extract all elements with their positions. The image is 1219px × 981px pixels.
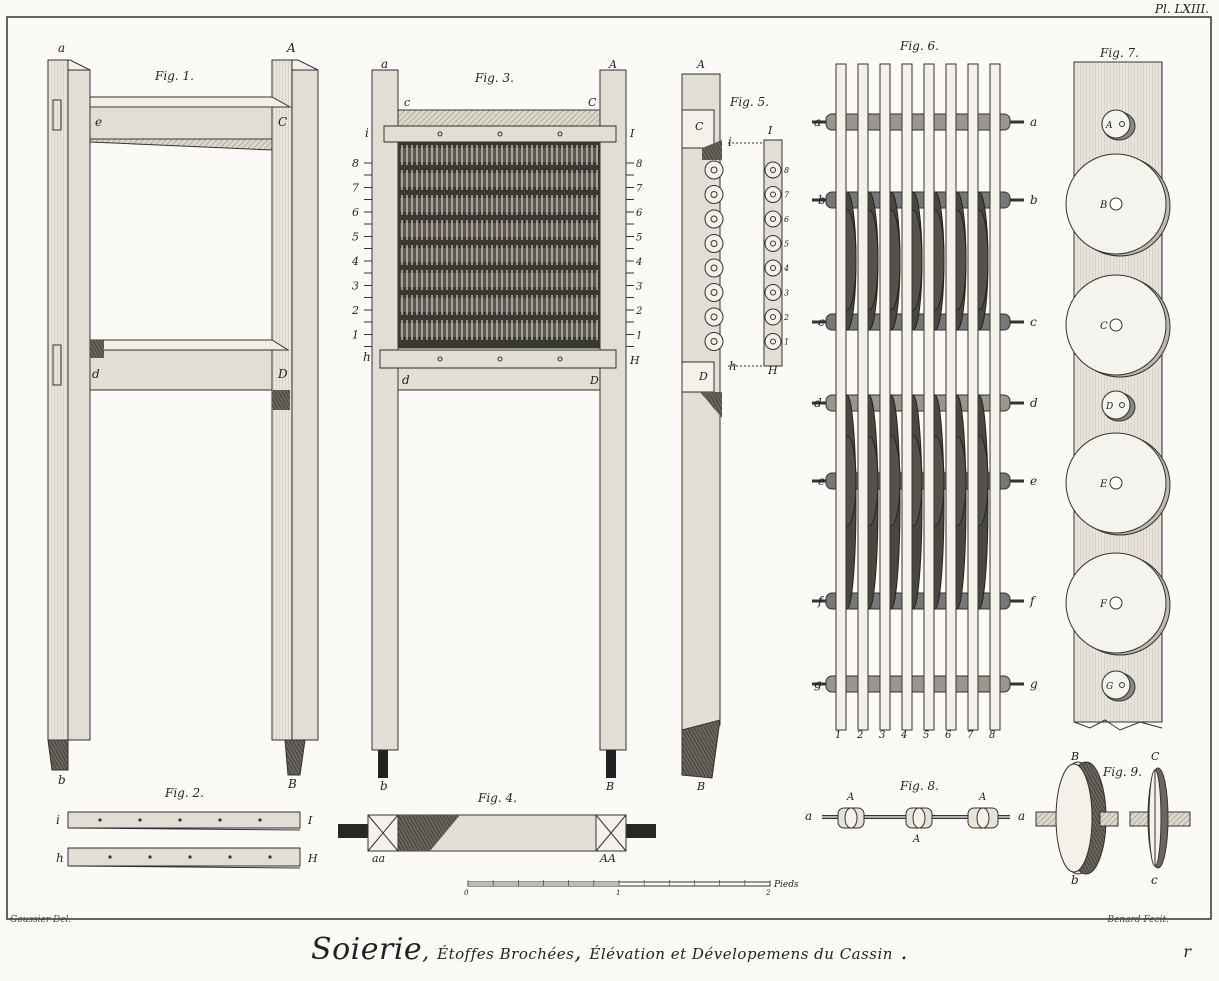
row-number: 7 bbox=[352, 181, 359, 195]
axle-label: f bbox=[818, 594, 823, 608]
column-number: 1 bbox=[835, 730, 842, 741]
row-number: 6 bbox=[636, 208, 643, 219]
row-number: 4 bbox=[636, 257, 643, 268]
bar-hole bbox=[228, 855, 231, 858]
fig3-label: A bbox=[609, 58, 617, 71]
plate-number: Pl. LXIII. bbox=[1154, 2, 1209, 16]
row-number: 2 bbox=[352, 304, 359, 317]
bar-hole bbox=[148, 855, 151, 858]
axle-label: b bbox=[1030, 193, 1038, 207]
column-number: 8 bbox=[989, 730, 996, 741]
fig2-bars bbox=[68, 812, 300, 868]
axle-label: f bbox=[1030, 594, 1035, 608]
row-number: 7 bbox=[636, 183, 643, 195]
cord-row bbox=[400, 223, 598, 237]
roller bbox=[705, 161, 723, 179]
fig8-label: a bbox=[1018, 809, 1026, 823]
cord-row bbox=[400, 248, 598, 262]
scale-unit-label: Pieds bbox=[774, 880, 799, 890]
roller bbox=[765, 334, 781, 350]
pulley-label: G bbox=[1106, 682, 1114, 692]
roller bbox=[765, 162, 781, 178]
roller bbox=[705, 308, 723, 326]
slat bbox=[858, 64, 868, 730]
roller bbox=[705, 333, 723, 351]
cord-row bbox=[400, 273, 598, 287]
credit-draftsman: Goussier Del. bbox=[10, 915, 72, 925]
fig1-label: D bbox=[278, 367, 288, 381]
fig5-label: h bbox=[729, 359, 737, 373]
fig8-label: A bbox=[979, 792, 987, 803]
slat bbox=[968, 64, 978, 730]
cord-row bbox=[400, 298, 598, 312]
cord-row bbox=[400, 148, 598, 162]
bar-hole bbox=[98, 818, 101, 821]
fig3-label: I bbox=[630, 127, 635, 140]
roller bbox=[765, 211, 781, 227]
fig6-caption: Fig. 6. bbox=[900, 39, 939, 53]
roller bbox=[765, 260, 781, 276]
fig4-label: aa bbox=[372, 852, 386, 865]
fig1-label: B bbox=[288, 777, 297, 791]
scale-tick-label: 2 bbox=[766, 889, 771, 897]
cord-row bbox=[400, 198, 598, 212]
bar-hole bbox=[258, 818, 261, 821]
bar-hole bbox=[108, 855, 111, 858]
fig5-label: i bbox=[728, 135, 732, 149]
roller bbox=[705, 259, 723, 277]
fig3-label: a bbox=[381, 57, 389, 71]
fig1-label: A bbox=[287, 41, 296, 55]
fig1-label: a bbox=[58, 41, 66, 55]
fig5-label: C bbox=[695, 120, 704, 133]
fig5-label: H bbox=[768, 364, 778, 377]
fig4-roller bbox=[338, 815, 656, 851]
axle-label: e bbox=[818, 474, 826, 488]
pulley-label: F bbox=[1100, 599, 1107, 610]
fig2-label: I bbox=[308, 814, 313, 827]
row-number: 6 bbox=[352, 206, 359, 219]
row-number: 2 bbox=[636, 306, 643, 317]
axle bbox=[826, 114, 1010, 130]
credit-engraver: Benard Fecit. bbox=[1107, 915, 1169, 925]
axle-label: d bbox=[814, 396, 822, 410]
row-number: 1 bbox=[352, 328, 359, 342]
fig9-caption: Fig. 9. bbox=[1103, 765, 1142, 779]
axle-label: b bbox=[818, 193, 826, 207]
fig8-label: A bbox=[847, 792, 855, 803]
row-number: 3 bbox=[636, 281, 643, 293]
row-number: 6 bbox=[784, 215, 790, 224]
slat bbox=[946, 64, 956, 730]
fig7-caption: Fig. 7. bbox=[1100, 46, 1139, 60]
fig9-label: b bbox=[1071, 873, 1079, 887]
fig3-label: d bbox=[402, 373, 410, 387]
slat bbox=[924, 64, 934, 730]
fig1-label: e bbox=[95, 115, 103, 129]
page-mark: r bbox=[1183, 942, 1191, 961]
slat bbox=[836, 64, 846, 730]
column-number: 3 bbox=[879, 730, 886, 741]
column-number: 7 bbox=[967, 730, 974, 741]
roller bbox=[705, 284, 723, 302]
pulley-label: E bbox=[1100, 479, 1108, 490]
cord-row bbox=[400, 173, 598, 187]
fig3-label: i bbox=[365, 126, 369, 140]
fig3-label: C bbox=[588, 96, 597, 109]
row-number: 5 bbox=[636, 232, 643, 244]
axle-label: g bbox=[814, 677, 822, 691]
bar-hole bbox=[188, 855, 191, 858]
fig2-label: i bbox=[56, 813, 60, 827]
roller bbox=[765, 309, 781, 325]
column-number: 6 bbox=[945, 730, 952, 741]
fig9-label: c bbox=[1151, 873, 1158, 887]
roller bbox=[765, 285, 781, 301]
column-number: 4 bbox=[901, 730, 908, 741]
bar-hole bbox=[178, 818, 181, 821]
fig5-label: I bbox=[768, 124, 773, 137]
fig5-side-view bbox=[682, 74, 782, 778]
bar-hole bbox=[218, 818, 221, 821]
row-number: 8 bbox=[352, 157, 359, 170]
pulley-label: C bbox=[1100, 321, 1108, 332]
fig1-caption: Fig. 1. bbox=[155, 69, 194, 83]
cord-row bbox=[400, 323, 598, 337]
fig5-label: D bbox=[699, 370, 708, 383]
row-number: 2 bbox=[784, 313, 790, 322]
axle-label: g bbox=[1030, 677, 1038, 691]
roller bbox=[765, 187, 781, 203]
fig2-label: h bbox=[56, 851, 64, 865]
pulley-label: D bbox=[1106, 402, 1114, 412]
row-number: 5 bbox=[784, 239, 790, 249]
fig1-label: C bbox=[278, 115, 288, 129]
pulley-hub bbox=[1110, 477, 1122, 489]
pulley-label: B bbox=[1100, 200, 1108, 211]
slat bbox=[880, 64, 890, 730]
row-number: 3 bbox=[784, 288, 790, 298]
column-number: 5 bbox=[923, 730, 930, 741]
plate-title: Soierie, Étoffes Brochées, Élévation et Dévelopemens du Cassin . bbox=[311, 932, 908, 967]
fig2-label: H bbox=[308, 852, 318, 865]
fig9-label: C bbox=[1151, 750, 1160, 763]
axle-label: c bbox=[1030, 315, 1037, 329]
fig1-frame bbox=[48, 60, 318, 775]
fig1-label: d bbox=[92, 367, 100, 381]
row-number: 8 bbox=[636, 159, 643, 170]
axle-label: e bbox=[1030, 474, 1038, 488]
fig3-label: B bbox=[606, 780, 615, 793]
bar-hole bbox=[138, 818, 141, 821]
roller bbox=[765, 236, 781, 252]
fig6-pulley-frame bbox=[812, 64, 1038, 741]
fig2-caption: Fig. 2. bbox=[165, 786, 204, 800]
scale-tick-label: 1 bbox=[616, 889, 621, 897]
pulley-hub bbox=[1110, 597, 1122, 609]
row-number: 1 bbox=[784, 337, 790, 347]
row-number: 4 bbox=[784, 264, 790, 273]
pulley-hub bbox=[1110, 319, 1122, 331]
row-number: 4 bbox=[352, 255, 359, 268]
roller bbox=[705, 235, 723, 253]
fig3-label: b bbox=[380, 779, 388, 793]
row-number: 5 bbox=[352, 230, 359, 244]
axle-label: a bbox=[1030, 115, 1038, 129]
fig8-label: a bbox=[805, 809, 813, 823]
fig9-label: B bbox=[1071, 750, 1080, 763]
roller bbox=[705, 186, 723, 204]
axle-label: c bbox=[818, 315, 825, 329]
fig4-label: AA bbox=[600, 852, 616, 865]
row-number: 1 bbox=[636, 330, 643, 342]
fig8-label: A bbox=[913, 834, 921, 845]
fig8-axle bbox=[822, 808, 1010, 828]
axle bbox=[826, 676, 1010, 692]
axle-label: a bbox=[814, 115, 822, 129]
fig3-caption: Fig. 3. bbox=[475, 71, 514, 85]
row-number: 7 bbox=[784, 190, 790, 200]
fig4-caption: Fig. 4. bbox=[478, 791, 517, 805]
fig1-label: b bbox=[58, 773, 66, 787]
row-number: 8 bbox=[784, 166, 790, 175]
fig5-label: B bbox=[697, 780, 706, 793]
fig3-label: H bbox=[630, 354, 640, 367]
title-sub1: Étoffes Brochées bbox=[437, 945, 575, 963]
slat bbox=[902, 64, 912, 730]
row-number: 3 bbox=[352, 279, 359, 293]
fig3-label: c bbox=[404, 96, 411, 109]
fig5-caption: Fig. 5. bbox=[730, 95, 769, 109]
slat bbox=[990, 64, 1000, 730]
pulley-label: A bbox=[1106, 121, 1113, 131]
fig3-label: D bbox=[590, 374, 599, 387]
axle-label: d bbox=[1030, 396, 1038, 410]
title-sub2: Élévation et Dévelopemens du Cassin bbox=[589, 945, 893, 963]
scale-tick-label: 0 bbox=[464, 889, 469, 897]
roller bbox=[705, 210, 723, 228]
fig8-caption: Fig. 8. bbox=[900, 779, 939, 793]
title-main: Soierie bbox=[311, 932, 423, 967]
bar-hole bbox=[268, 855, 271, 858]
fig3-label: h bbox=[363, 350, 371, 364]
fig5-label: A bbox=[697, 58, 705, 71]
pulley-hub bbox=[1110, 198, 1122, 210]
column-number: 2 bbox=[857, 730, 864, 741]
